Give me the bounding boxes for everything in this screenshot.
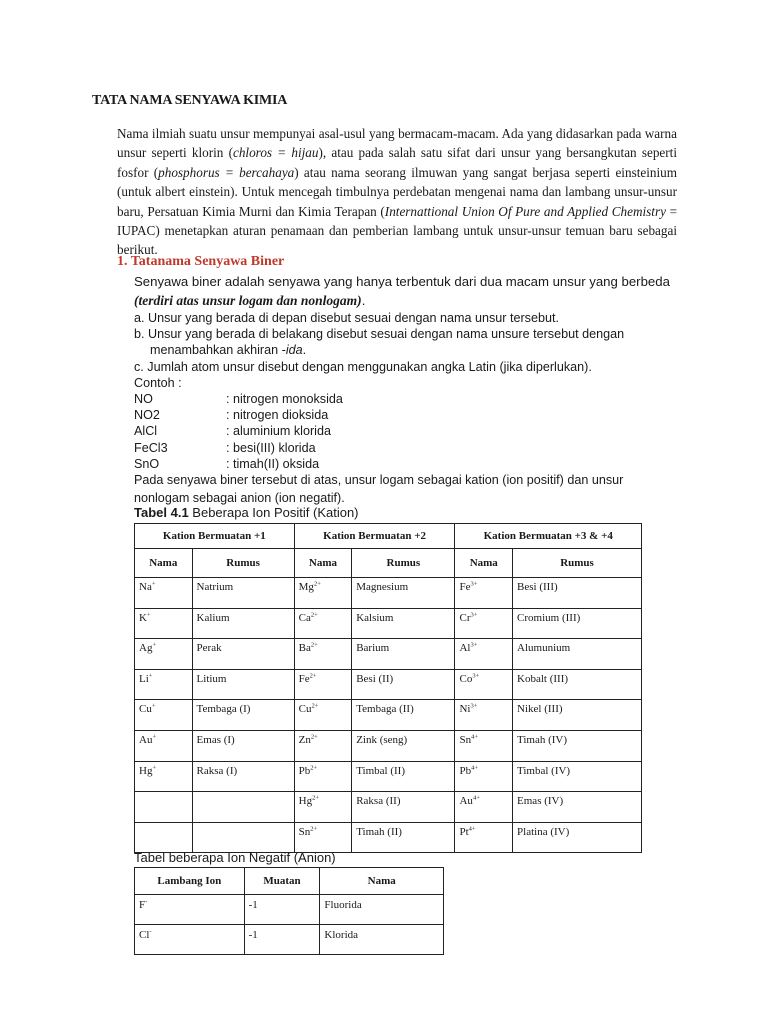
rule-c: c. Jumlah atom unsur disebut dengan menggunakan angka Latin (jika diperlukan). bbox=[134, 359, 592, 374]
ion-symbol-cell bbox=[135, 608, 193, 639]
ion-charge: 3+ bbox=[470, 610, 478, 618]
ion-symbol: Au bbox=[139, 733, 153, 746]
ion-symbol-cell bbox=[294, 730, 352, 761]
ion-charge: 2+ bbox=[310, 763, 318, 771]
rule-b2-suffix: ida bbox=[285, 343, 303, 358]
ion-symbol: Fe bbox=[298, 672, 310, 685]
ion-charge: 2+ bbox=[310, 610, 318, 618]
ion-symbol: Ag bbox=[139, 642, 153, 655]
ion-symbol: Cr bbox=[459, 611, 471, 624]
ion-symbol-cell bbox=[294, 608, 352, 639]
example-formula: FeCl3 bbox=[134, 440, 168, 455]
table-cell: Emas (IV) bbox=[513, 792, 642, 823]
cation-table-caption bbox=[134, 505, 359, 520]
ion-symbol: Co bbox=[459, 672, 473, 685]
ion-symbol: Fe bbox=[459, 581, 471, 593]
section-title-biner: 1. Tatanama Senyawa Biner bbox=[117, 254, 285, 269]
anion-header-nama: Nama bbox=[320, 868, 444, 895]
ion-symbol: F bbox=[139, 899, 146, 911]
anion-header-muatan: Muatan bbox=[244, 868, 320, 895]
ion-charge: + bbox=[148, 672, 153, 680]
ion-symbol: Sn bbox=[298, 825, 311, 838]
ion-charge: 4+ bbox=[472, 794, 480, 802]
intro-text-1: Nama ilmiah suatu unsur mempunyai asal-usul yang bermacam-macam. Ada yang didasarkan pada warna unsur seperti klorin ( bbox=[117, 126, 677, 161]
table-cell: Fluorida bbox=[320, 895, 444, 925]
ion-charge: + bbox=[151, 580, 156, 588]
table-cell: Perak bbox=[192, 639, 294, 670]
table-row bbox=[135, 792, 642, 823]
ion-charge: 3+ bbox=[470, 641, 478, 649]
ion-charge: 2+ bbox=[310, 641, 318, 649]
example-name: : besi(III) klorida bbox=[226, 440, 316, 455]
biner-closing: Pada senyawa biner tersebut di atas, unsur logam sebagai kation (ion positif) dan unsur nonlogam sebagai anion (ion negatif). bbox=[134, 473, 624, 505]
example-row bbox=[134, 440, 679, 456]
anion-table bbox=[134, 867, 444, 955]
anion-header-lambang: Lambang Ion bbox=[135, 868, 245, 895]
rule-b-continued bbox=[134, 342, 679, 358]
ion-charge: 2+ bbox=[312, 794, 320, 802]
example-row bbox=[134, 407, 679, 423]
table-cell: Tembaga (II) bbox=[352, 700, 455, 731]
ion-symbol: Pb bbox=[459, 764, 472, 777]
ion-charge: 4+ bbox=[471, 733, 479, 741]
table-cell: Timah (II) bbox=[352, 822, 455, 853]
ion-charge: - bbox=[145, 898, 148, 906]
table-cell: Raksa (I) bbox=[192, 761, 294, 792]
example-name: : timah(II) oksida bbox=[226, 456, 320, 471]
table-cell: Litium bbox=[192, 669, 294, 700]
intro-text-4: = IUPAC) menetapkan aturan penamaan dan pemberian lambang untuk unsur-unsur temuan baru sebagai berikut. bbox=[117, 203, 678, 258]
table-cell: Kalsium bbox=[352, 608, 455, 639]
ion-symbol-cell bbox=[294, 822, 352, 853]
ion-charge: - bbox=[149, 928, 152, 936]
cation-table-body bbox=[135, 578, 642, 853]
contoh-label: Contoh : bbox=[134, 375, 182, 390]
table-row bbox=[135, 578, 642, 609]
example-list bbox=[134, 391, 679, 472]
table-cell: Besi (III) bbox=[513, 578, 642, 609]
ion-charge: + bbox=[152, 641, 157, 649]
biner-body bbox=[134, 272, 679, 507]
ion-symbol: Li bbox=[139, 672, 149, 685]
ion-symbol-cell bbox=[294, 761, 352, 792]
table-cell: Klorida bbox=[320, 925, 444, 955]
ion-symbol: Mg bbox=[298, 581, 314, 593]
example-formula: SnO bbox=[134, 456, 160, 471]
ion-symbol-cell bbox=[135, 669, 193, 700]
table-cell: Alumunium bbox=[513, 639, 642, 670]
cation-group-1: Kation Bermuatan +1 bbox=[135, 524, 295, 549]
page-title: TATA NAMA SENYAWA KIMIA bbox=[92, 93, 288, 108]
table-row bbox=[135, 730, 642, 761]
cation-header-rumus: Rumus bbox=[513, 549, 642, 578]
ion-symbol-cell bbox=[294, 639, 352, 670]
ion-symbol: Sn bbox=[459, 733, 472, 746]
table-row bbox=[135, 669, 642, 700]
intro-chloros: chloros = hijau bbox=[232, 145, 319, 161]
ion-symbol: Pb bbox=[298, 764, 311, 777]
ion-symbol: Al bbox=[459, 642, 471, 655]
table-cell: Emas (I) bbox=[192, 730, 294, 761]
table-cell: Timbal (II) bbox=[352, 761, 455, 792]
cation-header-nama: Nama bbox=[455, 549, 513, 578]
example-row bbox=[134, 391, 679, 407]
table-cell: -1 bbox=[244, 925, 320, 955]
ion-symbol-cell bbox=[455, 578, 513, 609]
ion-symbol-cell bbox=[294, 792, 352, 823]
ion-symbol-cell bbox=[455, 822, 513, 853]
cation-group-3: Kation Bermuatan +3 & +4 bbox=[455, 524, 642, 549]
cation-table bbox=[134, 523, 642, 853]
ion-symbol: Cu bbox=[139, 703, 152, 716]
ion-charge: 2+ bbox=[309, 672, 317, 680]
anion-header-row bbox=[135, 868, 444, 895]
ion-symbol: Cu bbox=[298, 703, 312, 716]
rule-a: a. Unsur yang berada di depan disebut sesuai dengan nama unsur tersebut. bbox=[134, 311, 559, 325]
ion-symbol-cell bbox=[455, 639, 513, 670]
ion-symbol-cell bbox=[135, 639, 193, 670]
example-row bbox=[134, 423, 679, 439]
ion-charge: 3+ bbox=[470, 580, 478, 588]
example-formula: NO2 bbox=[134, 408, 160, 423]
ion-symbol-cell bbox=[455, 761, 513, 792]
ion-symbol: Ni bbox=[459, 703, 471, 716]
table-cell: Nikel (III) bbox=[513, 700, 642, 731]
ion-charge: + bbox=[151, 702, 156, 710]
ion-symbol-cell bbox=[455, 730, 513, 761]
ion-symbol: Zn bbox=[298, 733, 311, 746]
ion-symbol-cell bbox=[294, 578, 352, 609]
ion-symbol-cell bbox=[455, 608, 513, 639]
ion-symbol: Ca bbox=[298, 611, 311, 624]
ion-symbol-cell bbox=[455, 669, 513, 700]
table-row bbox=[135, 895, 444, 925]
ion-symbol: Ba bbox=[298, 642, 311, 655]
table-cell: -1 bbox=[244, 895, 320, 925]
table-cell: Natrium bbox=[192, 578, 294, 609]
table-cell: Timbal (IV) bbox=[513, 761, 642, 792]
ion-charge: 3+ bbox=[472, 672, 480, 680]
table-cell: Kalium bbox=[192, 608, 294, 639]
table-row bbox=[135, 700, 642, 731]
table-row bbox=[135, 822, 642, 853]
table-cell bbox=[192, 822, 294, 853]
ion-symbol-cell bbox=[135, 730, 193, 761]
cation-caption-rest: Beberapa Ion Positif (Kation) bbox=[188, 505, 359, 520]
ion-charge: 3+ bbox=[470, 702, 478, 710]
biner-lead bbox=[134, 272, 679, 310]
table-cell: Platina (IV) bbox=[513, 822, 642, 853]
intro-phosphorus: phosphorus = bercahaya bbox=[158, 164, 295, 180]
ion-charge: 4+ bbox=[471, 763, 479, 771]
example-name: : aluminium klorida bbox=[226, 424, 331, 439]
cation-header-rumus: Rumus bbox=[352, 549, 455, 578]
table-cell: Kobalt (III) bbox=[513, 669, 642, 700]
table-cell: Zink (seng) bbox=[352, 730, 455, 761]
table-row bbox=[135, 608, 642, 639]
ion-symbol: Au bbox=[459, 795, 473, 808]
table-cell: Barium bbox=[352, 639, 455, 670]
table-cell: Timah (IV) bbox=[513, 730, 642, 761]
ion-charge: 2+ bbox=[313, 580, 321, 588]
table-cell bbox=[135, 822, 193, 853]
rule-b2-end: . bbox=[302, 343, 307, 358]
ion-charge: + bbox=[152, 733, 157, 741]
ion-symbol-cell bbox=[135, 925, 245, 955]
ion-symbol-cell bbox=[135, 761, 193, 792]
ion-symbol-cell bbox=[135, 578, 193, 609]
ion-symbol: K bbox=[139, 611, 147, 624]
example-formula: NO bbox=[134, 392, 153, 407]
table-cell bbox=[135, 792, 193, 823]
ion-symbol-cell bbox=[294, 700, 352, 731]
anion-table-caption: Tabel beberapa Ion Negatif (Anion) bbox=[134, 850, 336, 865]
ion-symbol: Pt bbox=[459, 825, 469, 838]
ion-charge: 2+ bbox=[310, 733, 318, 741]
ion-symbol-cell bbox=[294, 669, 352, 700]
ion-charge: 4+ bbox=[468, 825, 476, 833]
ion-symbol-cell bbox=[455, 700, 513, 731]
ion-symbol: Hg bbox=[298, 795, 313, 808]
table-cell: Tembaga (I) bbox=[192, 700, 294, 731]
cation-sub-header-row bbox=[135, 549, 642, 578]
example-row bbox=[134, 456, 679, 472]
cation-group-header-row bbox=[135, 524, 642, 549]
biner-lead-text: Senyawa biner adalah senyawa yang hanya terbentuk dari dua macam unsur yang berbeda bbox=[134, 274, 670, 289]
table-row bbox=[135, 639, 642, 670]
ion-symbol: Hg bbox=[139, 764, 153, 777]
ion-symbol-cell bbox=[455, 792, 513, 823]
cation-group-2: Kation Bermuatan +2 bbox=[294, 524, 455, 549]
ion-symbol: Cl bbox=[139, 929, 150, 941]
ion-symbol-cell bbox=[135, 895, 245, 925]
table-cell: Magnesium bbox=[352, 578, 455, 609]
intro-text-3: ) atau nama seorang ilmuwan yang sangat berjasa seperti einsteinium (untuk albert einstein). Untuk mencegah timbulnya perdebatan mengenai nama dan lambang unsur-unsur baru, Persatuan Kimia Murni dan Kimia Terapan ( bbox=[117, 164, 677, 219]
example-name: : nitrogen monoksida bbox=[226, 392, 343, 407]
ion-symbol: Na bbox=[139, 581, 152, 593]
table-row bbox=[135, 925, 444, 955]
example-name: : nitrogen dioksida bbox=[226, 408, 329, 423]
intro-iupac: Internattional Union Of Pure and Applied Chemistry bbox=[384, 203, 666, 219]
rule-b: b. Unsur yang berada di belakang disebut sesuai dengan nama unsure tersebut dengan bbox=[134, 327, 625, 342]
rule-b2-prefix: menambahkan akhiran - bbox=[150, 343, 286, 358]
cation-header-rumus: Rumus bbox=[192, 549, 294, 578]
intro-text-2: ), atau pada salah satu sifat dari unsur yang bersangkutan seperti fosfor ( bbox=[117, 145, 677, 180]
table-cell: Raksa (II) bbox=[352, 792, 455, 823]
example-formula: AlCl bbox=[134, 424, 158, 439]
cation-caption-bold: Tabel 4.1 bbox=[134, 505, 189, 520]
ion-charge: + bbox=[152, 763, 157, 771]
ion-charge: + bbox=[146, 610, 151, 618]
biner-lead-end: . bbox=[361, 293, 366, 308]
cation-header-nama: Nama bbox=[294, 549, 352, 578]
anion-table-body bbox=[135, 895, 444, 955]
intro-paragraph bbox=[117, 124, 677, 260]
table-row bbox=[135, 761, 642, 792]
ion-symbol-cell bbox=[135, 700, 193, 731]
ion-charge: 2+ bbox=[311, 702, 319, 710]
cation-header-nama: Nama bbox=[135, 549, 193, 578]
biner-lead-emphasis: (terdiri atas unsur logam dan nonlogam) bbox=[134, 293, 362, 308]
table-cell: Cromium (III) bbox=[513, 608, 642, 639]
ion-charge: 2+ bbox=[310, 825, 318, 833]
table-cell: Besi (II) bbox=[352, 669, 455, 700]
table-cell bbox=[192, 792, 294, 823]
